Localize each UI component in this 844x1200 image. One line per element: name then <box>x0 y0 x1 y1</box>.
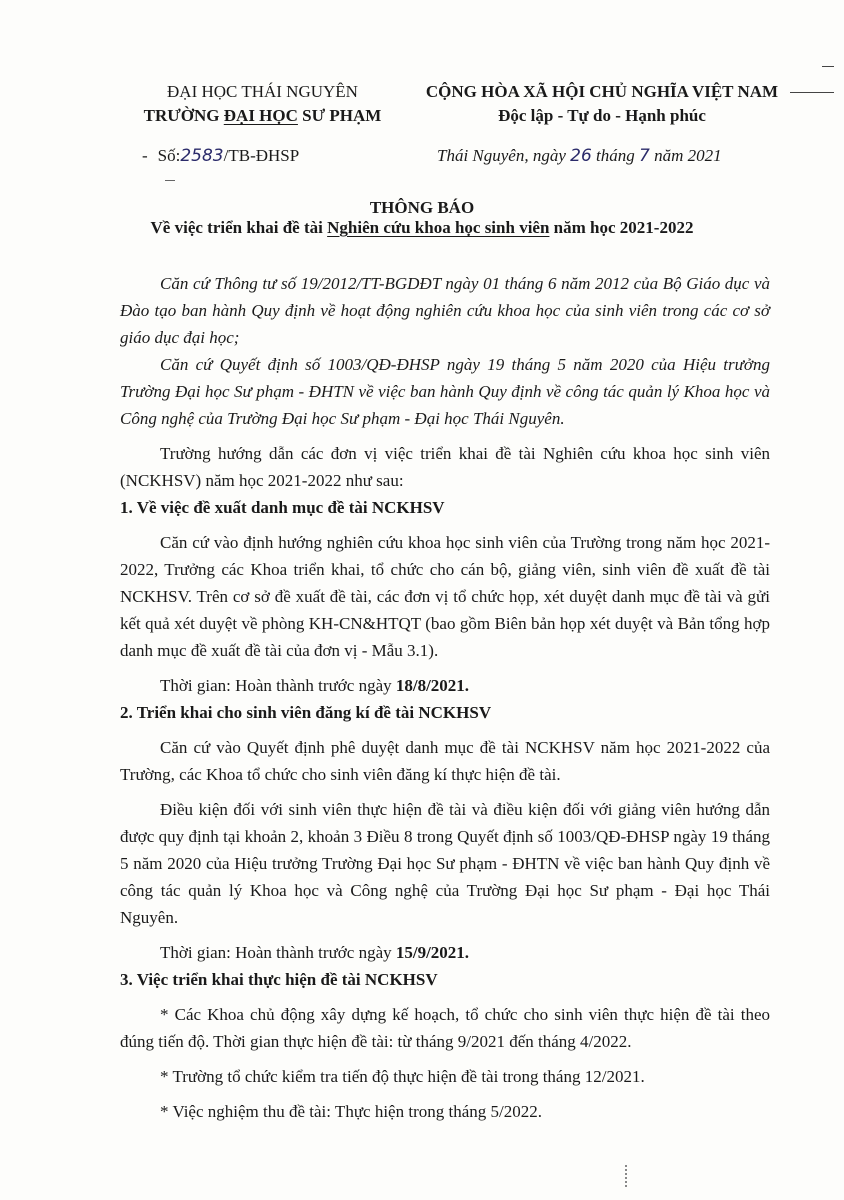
issuing-unit-pre: TRƯỜNG <box>143 106 224 125</box>
deadline-label: Thời gian: Hoàn thành trước ngày <box>160 943 396 962</box>
subtitle-post: năm học 2021-2022 <box>549 218 694 237</box>
header-rule <box>790 92 834 93</box>
section-3-bullet-1: * Các Khoa chủ động xây dựng kế hoạch, tổ chức cho sinh viên thực hiện đề tài theo đúng tiến độ. Thời gian thực hiện đề tài: từ tháng 9/2021 đến tháng 4/2022. <box>120 1005 770 1051</box>
legal-basis-1: Căn cứ Thông tư số 19/2012/TT-BGDĐT ngày 01 tháng 6 năm 2012 của Bộ Giáo dục và Đào tạo ban hành Quy định về hoạt động nghiên cứu khoa học của sinh viên trong các cơ sở giáo dục đại học; <box>120 274 770 347</box>
handwritten-number: 2583 <box>180 146 224 166</box>
section-1-paragraph: Căn cứ vào định hướng nghiên cứu khoa học sinh viên của Trường trong năm học 2021-2022, Trưởng các Khoa triển khai, tổ chức cho cán bộ, giảng viên, sinh viên đề xuất đề tài NCKHSV. Trên cơ sở đề xuất đề tài, các đơn vị tổ chức họp, xét duyệt danh mục đề tài và gửi kết quả xét duyệt về phòng KH-CN&HTQT (bao gồm Biên bản họp xét duyệt và Bản tổng hợp danh mục đề xuất đề tài của đơn vị - Mẫu 3.1). <box>120 533 770 660</box>
legal-basis-2: Căn cứ Quyết định số 1003/QĐ-ĐHSP ngày 19 tháng 5 năm 2020 của Hiệu trưởng Trường Đại học Sư phạm - ĐHTN về việc ban hành Quy định về công tác quản lý Khoa học và Công nghệ của Trường Đại học Sư phạm - Đại học Thái Nguyên. <box>120 355 770 428</box>
issuing-unit-underlined: ĐẠI HỌC <box>223 106 298 125</box>
section-2-deadline <box>120 939 770 966</box>
section-2-paragraph-2: Điều kiện đối với sinh viên thực hiện đề tài và điều kiện đối với giảng viên hướng dẫn được quy định tại khoản 2, khoản 3 Điều 8 trong Quyết định số 1003/QĐ-ĐHSP ngày 19 tháng 5 năm 2020 của Hiệu trưởng Trường Đại học Sư phạm - ĐHTN về việc ban hành Quy định về công tác quản lý Khoa học và Công nghệ của Trường Đại học Sư phạm - Đại học Thái Nguyên. <box>120 800 770 927</box>
section-1-heading: 1. Về việc đề xuất danh mục đề tài NCKHSV <box>120 498 445 517</box>
section-2-heading: 2. Triển khai cho sinh viên đăng kí đề tài NCKHSV <box>120 703 492 722</box>
section-3-bullet-3: * Việc nghiệm thu đề tài: Thực hiện trong tháng 5/2022. <box>160 1102 542 1121</box>
deadline-date: 15/9/2021. <box>395 943 470 962</box>
document-title: THÔNG BÁO <box>369 198 475 217</box>
national-header <box>392 80 812 128</box>
subtitle-pre: Về việc triển khai đề tài <box>150 218 328 237</box>
scan-mark-left <box>165 180 175 181</box>
document-number <box>142 144 299 168</box>
document-body <box>120 270 770 1125</box>
date-line <box>437 144 722 168</box>
parent-org: ĐẠI HỌC THÁI NGUYÊN <box>167 82 358 101</box>
deadline-date: 18/8/2021. <box>395 676 470 695</box>
intro-paragraph: Trường hướng dẫn các đơn vị việc triển khai đề tài Nghiên cứu khoa học sinh viên (NCKHSV) năm học 2021-2022 như sau: <box>120 444 770 490</box>
scan-artifact <box>625 1165 631 1187</box>
national-motto: Độc lập - Tự do - Hạnh phúc <box>498 106 706 125</box>
republic-name: CỘNG HÒA XÃ HỘI CHỦ NGHĨA VIỆT NAM <box>425 82 779 101</box>
section-1-deadline <box>120 672 770 699</box>
handwritten-month: 7 <box>639 146 650 166</box>
issuing-unit-post: SƯ PHẠM <box>297 106 382 125</box>
date-pre: Thái Nguyên, ngày <box>437 146 571 165</box>
issuing-organization <box>120 80 405 128</box>
document-subtitle <box>0 216 844 240</box>
section-2-paragraph-1: Căn cứ vào Quyết định phê duyệt danh mục đề tài NCKHSV năm học 2021-2022 của Trường, các Khoa tổ chức cho sinh viên đăng kí thực hiện đề tài. <box>120 738 770 784</box>
scan-mark <box>822 66 834 67</box>
date-mid: tháng <box>591 146 640 165</box>
section-3-heading: 3. Việc triển khai thực hiện đề tài NCKHSV <box>120 970 438 989</box>
subtitle-underlined: Nghiên cứu khoa học sinh viên <box>327 218 550 237</box>
number-prefix: Số: <box>157 146 181 165</box>
number-suffix: /TB-ĐHSP <box>223 146 300 165</box>
number-dash: - <box>142 146 148 165</box>
handwritten-day: 26 <box>570 146 592 166</box>
deadline-label: Thời gian: Hoàn thành trước ngày <box>160 676 396 695</box>
issuing-unit <box>120 104 405 128</box>
date-post: năm 2021 <box>649 146 722 165</box>
section-3-bullet-2: * Trường tổ chức kiểm tra tiến độ thực hiện đề tài trong tháng 12/2021. <box>160 1067 645 1086</box>
